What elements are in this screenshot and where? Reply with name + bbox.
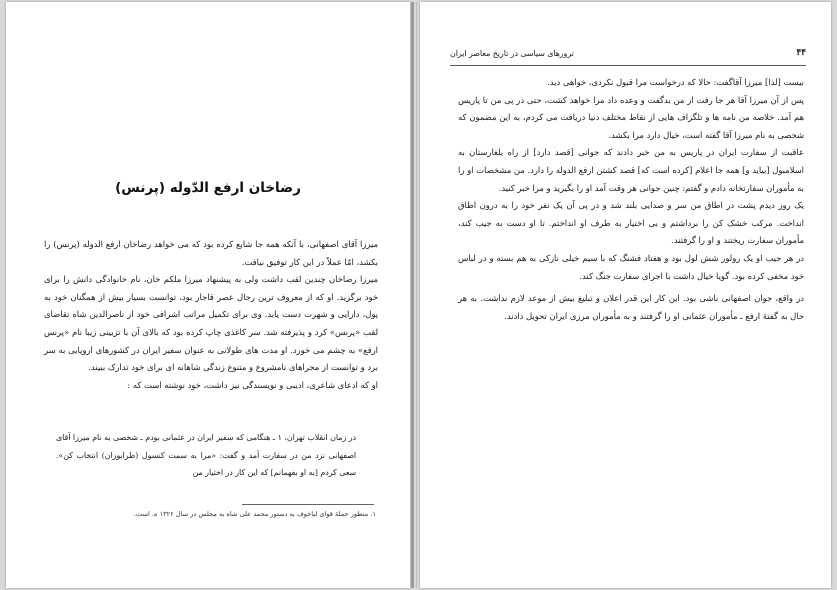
paragraph: میرزا رضاخان چندین لقب داشت ولی به پیشنهاد میرزا ملکم خان، نام خانوادگی دانش را برای خود برگزید. او که از معروف ترین رجال عصر قاجار بود، توانست بسیار بیش از همگنان خود به پول، دارایی و شهرت دست یابد. وی برای تکمیل مراتب اشرافی خود از ناصرالدین شاه تقاضای لقب «پرنس» کرد و پذیرفته شد. سر کاغذی چاپ کرده بود که بالای آن با تزیینی زیبا نام «پرنس ارفع» به چشم می خورد. او مدت های طولانی به عنوان سفیر ایران در کشورهای اروپایی به سر برد و توانست از مجراهای نامشروع و متنوع زندگی شاهانه ای برای خود تدارک ببیند. xyxy=(44,274,378,373)
left-body-text xyxy=(44,236,378,394)
book-gutter-line xyxy=(416,2,417,588)
paragraph: یک روز دیدم پشت در اطاق من سر و صدایی بلند شد و در پی آن یک نفر خود را به درون اطاق انداخت. مرکب خشک کن را برداشتم و بی اختیار به طرف او انداختم. تا او دست به جیب کند، مأموران سفارت ریختند و او را گرفتند. xyxy=(458,200,804,246)
running-head xyxy=(450,48,806,58)
paragraph: او که ادعای شاعری، ادیبی و نویسندگی نیز داشت، خود نوشته است که : xyxy=(127,379,378,390)
page-number: ۴۴ xyxy=(796,48,806,58)
block-quote: در زمان انقلاب تهران، ۱ ـ هنگامی که سفیر ایران در عثمانی بودم ـ شخصی به نام میرزا آقای اصفهانی نزد من در سفارت آمد و گفت: «مرا به سمت کنسول (طرابوزان) انتخاب کن». سعی کردم [به او بفهمانم] که این کار در اختیار من xyxy=(56,433,356,478)
right-body-text xyxy=(458,74,804,325)
paragraph: نیست [لذا] میرزا آقاگفت: حالا که درخواست مرا قبول نکردی، خواهی دید. xyxy=(547,77,804,87)
paragraph: در هر جیب او یک رولور شش لول بود و هفتاد فشنگ که با سیم خیلی نازکی به هم بسته و در لباس خود مخفی کرده بود. گویا خیال داشت با اجرای سفارت جنگ کند. xyxy=(458,252,804,281)
header-rule xyxy=(450,65,806,66)
running-title: ترورهای سیاسی در تاریخ معاصر ایران xyxy=(450,49,574,58)
footnote-rule xyxy=(242,504,374,505)
paragraph: پس از آن میرزا آقا هر جا رفت از من بدگفت و وعده داد مرا خواهد کشت، حتی در پی من تا پاریس هم آمد. خلاصه من نامه ها و تلگراف هایی از نقاط مختلف دنیا دریافت می کردم، به این مضمون که شخصی به نام میرزا آقا گفته است، خیال دارد مرا بکشد. xyxy=(458,94,804,140)
book-gutter-shadow xyxy=(411,2,414,588)
footnote: ۱. منظور حملهٔ قوای لیاخوف به دستور محمد علی شاه به مجلس در سال ۱۳۲۶ ه. است. xyxy=(133,510,376,518)
paragraph: عاقبت از سفارت ایران در پاریس به من خبر دادند که جوانی [قصد دارد] از راه بلغارستان به اسلامبول [بیاید و] همه جا اعلام [کرده است که] قصد کشتن ارفع الدوله را دارد. من مشخصات او را به مأموران سفارتخانه دادم و گفتم: چنین جوانی هر وقت آمد او را بگیرید و مرا خبر کنید. xyxy=(458,147,804,193)
chapter-title: رضاخان ارفع الدّوله (پرنس) xyxy=(115,180,301,196)
right-page xyxy=(420,2,831,588)
paragraph: در واقع، جوان اصفهانی ناشی بود. این کار این قدر اعلان و تبلیغ بیش از موعد لازم نداشت. به هر حال به گفتهٔ ارفع ـ مأموران عثمانی او را گرفتند و به مأموران مرزی ایران تحویل دادند. xyxy=(458,293,804,321)
paragraph: میرزا آقای اصفهانی، با آنکه همه جا شایع کرده بود که می خواهد رضاخان ارفع الدوله (پرنس) را بکشد، امّا عملاً در این کار توفیق نیافت. xyxy=(44,239,378,267)
left-page xyxy=(6,2,410,588)
